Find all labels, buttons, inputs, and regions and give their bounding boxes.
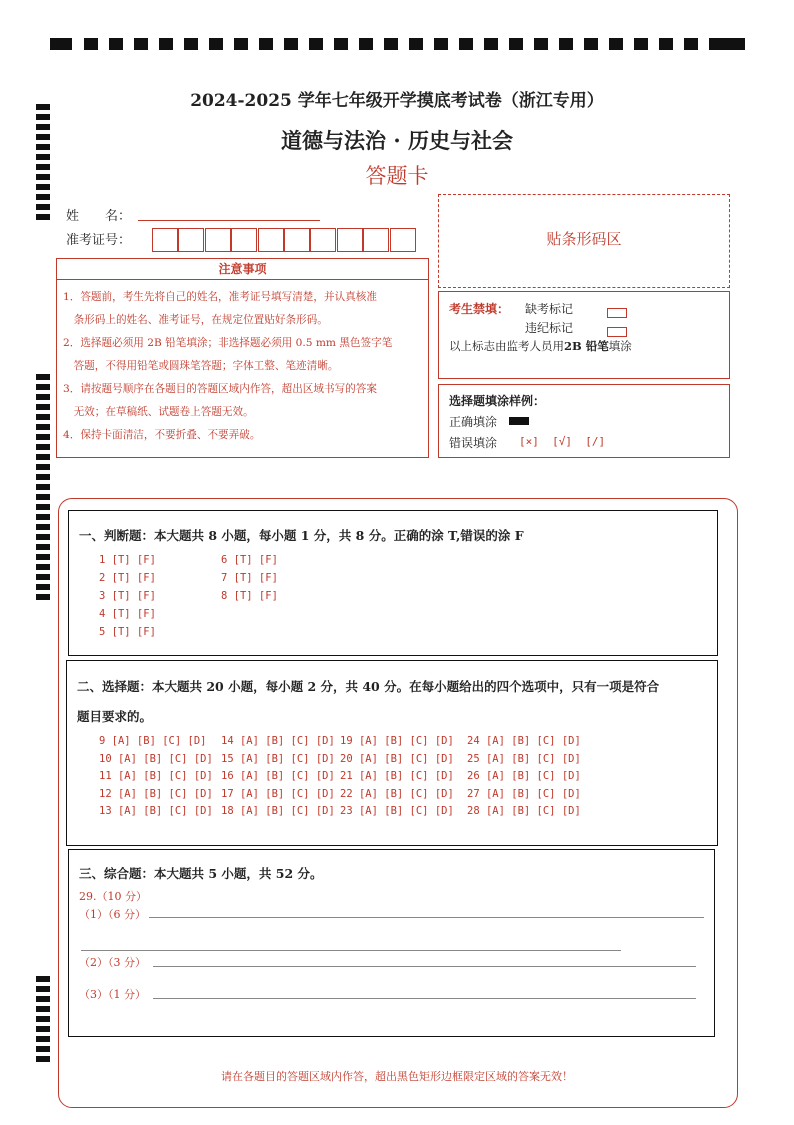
answer-option-row[interactable]: 12 [A] [B] [C] [D] bbox=[99, 787, 213, 800]
answer-option-row[interactable]: 1 [T] [F] bbox=[99, 554, 156, 566]
answer-option-row[interactable]: 7 [T] [F] bbox=[221, 572, 278, 584]
exam-id-digit-box[interactable] bbox=[178, 228, 204, 252]
exam-id-boxes[interactable] bbox=[152, 228, 416, 252]
top-bar-segment bbox=[584, 38, 598, 50]
exam-id-digit-box[interactable] bbox=[152, 228, 178, 252]
answer-option-row[interactable]: 6 [T] [F] bbox=[221, 554, 278, 566]
top-bar-segment bbox=[109, 38, 123, 50]
timing-mark bbox=[36, 976, 50, 982]
ban-note bbox=[449, 338, 632, 354]
q29-part1-line[interactable] bbox=[149, 917, 704, 918]
mc-col-1 bbox=[99, 733, 213, 821]
answer-option-row[interactable]: 14 [A] [B] [C] [D] bbox=[221, 735, 335, 747]
top-bar-segment bbox=[384, 38, 398, 50]
timing-mark bbox=[36, 494, 50, 500]
timing-mark bbox=[36, 474, 50, 480]
correct-fill-mark bbox=[509, 417, 529, 425]
answer-option-row[interactable]: 20 [A] [B] [C] [D] bbox=[340, 752, 454, 765]
answer-option-row[interactable]: 10 [A] [B] [C] [D] bbox=[99, 752, 213, 765]
timing-mark bbox=[36, 1056, 50, 1062]
answer-option-row[interactable]: 28 [A] [B] [C] [D] bbox=[467, 805, 581, 817]
answer-option-row[interactable]: 11 [A] [B] [C] [D] bbox=[99, 770, 213, 782]
barcode-label: 贴条形码区 bbox=[546, 230, 622, 248]
q29-part1-line2[interactable] bbox=[81, 950, 621, 951]
notes-item: 2．选择题必须用 2B 铅笔填涂；非选择题必须用 0.5 mm 黑色签字笔 bbox=[63, 337, 393, 349]
timing-mark bbox=[36, 1036, 50, 1042]
answer-option-row[interactable]: 27 [A] [B] [C] [D] bbox=[467, 787, 581, 800]
timing-mark bbox=[36, 444, 50, 450]
timing-mark bbox=[36, 204, 50, 210]
absent-mark-box[interactable] bbox=[607, 302, 627, 321]
timing-mark bbox=[36, 374, 50, 380]
q29-part1-label: （1）（6 分） bbox=[79, 908, 146, 921]
answer-option-row[interactable]: 19 [A] [B] [C] [D] bbox=[340, 735, 454, 747]
fill-sample-label: 选择题填涂样例： bbox=[449, 394, 546, 408]
answer-option-row[interactable]: 2 [T] [F] bbox=[99, 572, 156, 584]
timing-mark bbox=[36, 544, 50, 550]
wrong-fill-label: 错误填涂 bbox=[449, 436, 498, 450]
timing-mark bbox=[36, 114, 50, 120]
top-bar-segment bbox=[459, 38, 473, 50]
top-bar-segment bbox=[634, 38, 648, 50]
exam-id-label: 准考证号： bbox=[66, 233, 132, 248]
answer-option-row[interactable]: 21 [A] [B] [C] [D] bbox=[340, 770, 454, 782]
top-bar-segment bbox=[484, 38, 498, 50]
violation-label: 违纪标记 bbox=[525, 321, 574, 335]
tf-col-2 bbox=[221, 551, 278, 605]
answer-option-row[interactable]: 3 [T] [F] bbox=[99, 590, 156, 602]
exam-id-digit-box[interactable] bbox=[363, 228, 389, 252]
ban-note-pre: 以上标志由监考人员用 bbox=[449, 339, 564, 353]
answer-option-row[interactable]: 23 [A] [B] [C] [D] bbox=[340, 805, 454, 817]
top-bar-segment bbox=[509, 38, 523, 50]
timing-mark bbox=[36, 1026, 50, 1032]
top-bar-segment bbox=[534, 38, 548, 50]
fill-sample-box bbox=[438, 384, 730, 458]
exam-id-digit-box[interactable] bbox=[205, 228, 231, 252]
top-bar-segment bbox=[134, 38, 148, 50]
correct-fill-label: 正确填涂 bbox=[449, 415, 498, 429]
top-bar-segment bbox=[409, 38, 423, 50]
answer-option-row[interactable]: 9 [A] [B] [C] [D] bbox=[99, 735, 207, 747]
top-bar-segment bbox=[184, 38, 198, 50]
top-bar-segment bbox=[723, 38, 745, 50]
exam-id-digit-box[interactable] bbox=[258, 228, 284, 252]
exam-id-digit-box[interactable] bbox=[310, 228, 336, 252]
answer-option-row[interactable]: 15 [A] [B] [C] [D] bbox=[221, 752, 335, 765]
timing-mark bbox=[36, 484, 50, 490]
answer-option-row[interactable]: 18 [A] [B] [C] [D] bbox=[221, 805, 335, 817]
mc-col-4 bbox=[467, 733, 581, 821]
timing-mark bbox=[36, 584, 50, 590]
top-bar-segment bbox=[434, 38, 448, 50]
notes-item: 答题，不得用铅笔或圆珠笔答题；字体工整、笔迹清晰。 bbox=[63, 360, 339, 372]
mc-col-3 bbox=[340, 733, 454, 821]
top-bar-segment bbox=[559, 38, 573, 50]
q29-label: 29.（10 分） bbox=[79, 890, 147, 903]
q29-part2-label: （2）（3 分） bbox=[79, 956, 146, 969]
section2-title-line1: 二、选择题：本大题共 20 小题，每小题 2 分，共 40 分。在每小题给出的四个选项中，只有一项是符合 bbox=[77, 679, 660, 694]
timing-mark bbox=[36, 214, 50, 220]
timing-mark bbox=[36, 414, 50, 420]
exam-id-digit-box[interactable] bbox=[231, 228, 257, 252]
top-bar-segment bbox=[50, 38, 72, 50]
timing-mark bbox=[36, 454, 50, 460]
exam-id-digit-box[interactable] bbox=[337, 228, 363, 252]
top-bar-segment bbox=[284, 38, 298, 50]
top-bar-segment bbox=[684, 38, 698, 50]
top-bar-segment bbox=[309, 38, 323, 50]
name-label: 姓 名： bbox=[66, 209, 132, 224]
answer-card-title: 答题卡 bbox=[365, 164, 429, 188]
notes-item: 3．请按题号顺序在各题目的答题区域内作答，超出区域书写的答案 bbox=[63, 383, 377, 395]
ban-note-bold: 2B 铅笔 bbox=[564, 339, 609, 353]
notes-box bbox=[56, 258, 429, 458]
timing-mark bbox=[36, 1046, 50, 1052]
ban-note-post: 填涂 bbox=[608, 339, 632, 353]
top-bar-segment bbox=[659, 38, 673, 50]
answer-option-row[interactable]: 8 [T] [F] bbox=[221, 590, 278, 602]
top-bar-segment bbox=[259, 38, 273, 50]
timing-mark bbox=[36, 464, 50, 470]
timing-mark bbox=[36, 554, 50, 560]
exam-title: 2024-2025 学年七年级开学摸底考试卷（浙江专用） bbox=[190, 91, 604, 111]
top-bar-segment bbox=[334, 38, 348, 50]
timing-mark bbox=[36, 404, 50, 410]
section3-title: 三、综合题：本大题共 5 小题，共 52 分。 bbox=[79, 866, 323, 881]
footer-warning: 请在各题目的答题区域内作答，超出黑色矩形边框限定区域的答案无效！ bbox=[221, 1070, 573, 1083]
top-alignment-bar bbox=[50, 38, 745, 50]
ban-label: 考生禁填： bbox=[449, 302, 510, 316]
notes-item: 条形码上的姓名、准考证号，在规定位置贴好条形码。 bbox=[63, 314, 328, 326]
timing-mark bbox=[36, 996, 50, 1002]
timing-mark bbox=[36, 534, 50, 540]
answer-option-row[interactable]: 5 [T] [F] bbox=[99, 626, 156, 638]
section-multiple-choice bbox=[66, 660, 718, 846]
absent-label: 缺考标记 bbox=[525, 302, 574, 316]
top-bar-segment bbox=[84, 38, 98, 50]
examiner-only-box bbox=[438, 291, 730, 379]
tf-col-1 bbox=[99, 551, 156, 641]
answer-option-row[interactable]: 17 [A] [B] [C] [D] bbox=[221, 787, 335, 800]
notes-list bbox=[57, 280, 428, 447]
answer-option-row[interactable]: 25 [A] [B] [C] [D] bbox=[467, 752, 581, 765]
answer-option-row[interactable]: 26 [A] [B] [C] [D] bbox=[467, 770, 581, 782]
name-field[interactable] bbox=[138, 220, 320, 221]
section1-title: 一、判断题：本大题共 8 小题，每小题 1 分，共 8 分。正确的涂 T,错误的涂 F bbox=[79, 528, 524, 543]
wrong-fill-marks: [×] [√] [/] bbox=[519, 435, 606, 448]
notes-item: 无效；在草稿纸、试题卷上答题无效。 bbox=[63, 406, 254, 418]
timing-mark bbox=[36, 194, 50, 200]
timing-mark bbox=[36, 394, 50, 400]
answer-option-row[interactable]: 13 [A] [B] [C] [D] bbox=[99, 805, 213, 817]
top-bar-segment bbox=[159, 38, 173, 50]
timing-mark bbox=[36, 504, 50, 510]
top-bar-segment bbox=[234, 38, 248, 50]
top-bar-segment bbox=[209, 38, 223, 50]
timing-mark bbox=[36, 424, 50, 430]
timing-mark bbox=[36, 514, 50, 520]
q29-part2-line[interactable] bbox=[153, 966, 696, 967]
answer-option-row[interactable]: 22 [A] [B] [C] [D] bbox=[340, 787, 454, 800]
answer-option-row[interactable]: 24 [A] [B] [C] [D] bbox=[467, 735, 581, 747]
answer-option-row[interactable]: 4 [T] [F] bbox=[99, 608, 156, 620]
timing-mark bbox=[36, 434, 50, 440]
notes-item: 4．保持卡面清洁，不要折叠、不要弄破。 bbox=[63, 429, 261, 441]
timing-mark bbox=[36, 564, 50, 570]
section2-title-line2: 题目要求的。 bbox=[77, 709, 153, 724]
section-true-false bbox=[68, 510, 718, 656]
notes-item: 1．答题前，考生先将自己的姓名，准考证号填写清楚，并认真核准 bbox=[63, 291, 377, 303]
exam-id-digit-box[interactable] bbox=[390, 228, 416, 252]
timing-mark bbox=[36, 524, 50, 530]
timing-mark bbox=[36, 986, 50, 992]
section-comprehensive bbox=[68, 849, 715, 1037]
timing-mark bbox=[36, 1006, 50, 1012]
top-bar-segment bbox=[359, 38, 373, 50]
exam-id-digit-box[interactable] bbox=[284, 228, 310, 252]
mc-col-2 bbox=[221, 733, 335, 821]
answer-option-row[interactable]: 16 [A] [B] [C] [D] bbox=[221, 770, 335, 782]
top-bar-segment bbox=[609, 38, 623, 50]
timing-mark bbox=[36, 594, 50, 600]
top-bar-segment bbox=[709, 38, 723, 50]
barcode-area bbox=[438, 194, 730, 288]
timing-mark bbox=[36, 574, 50, 580]
q29-part3-label: （3）（1 分） bbox=[79, 988, 146, 1001]
timing-mark bbox=[36, 1016, 50, 1022]
subject-title: 道德与法治 · 历史与社会 bbox=[281, 128, 513, 153]
timing-mark bbox=[36, 384, 50, 390]
notes-heading: 注意事项 bbox=[57, 259, 428, 280]
q29-part3-line[interactable] bbox=[153, 998, 696, 999]
